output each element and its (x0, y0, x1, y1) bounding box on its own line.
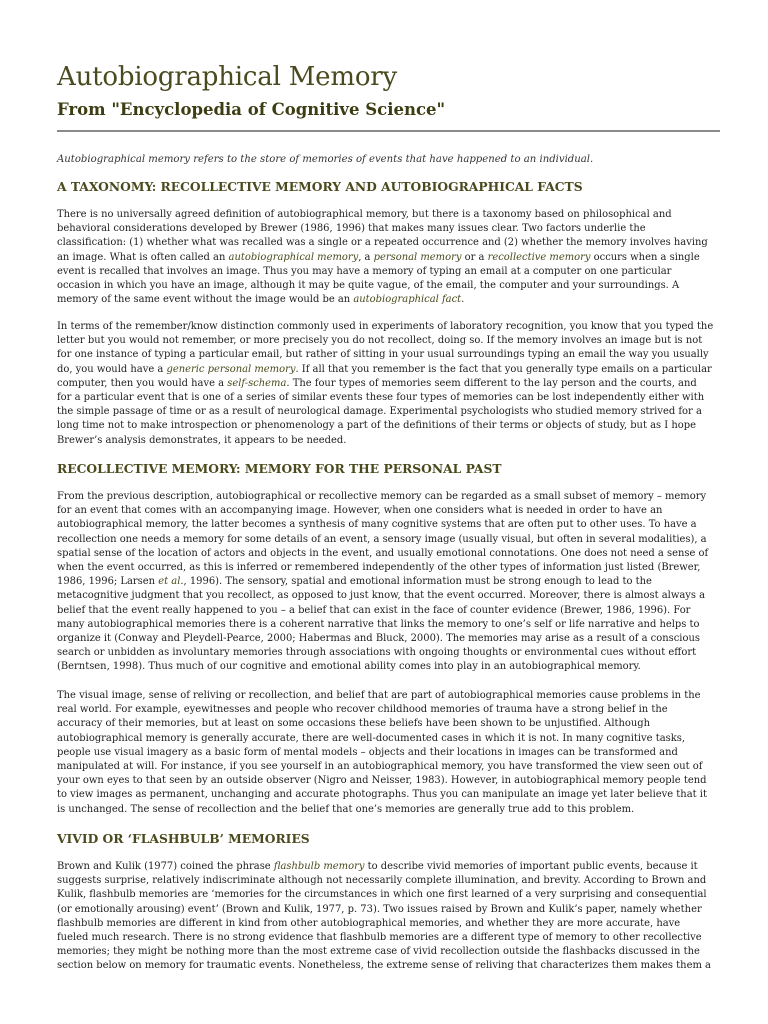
paragraph-line: autobiographical memory, the latter becomes a synthesis of many cognitive systems that are often put to other uses. To have a (57, 519, 697, 531)
paragraph-line: accuracy of their memories, but at least on some occasions these beliefs have been shown to be unjustified. Although (57, 718, 651, 730)
paragraph (57, 689, 720, 817)
paragraph-line: manipulated at will. For instance, if you see yourself in an autobiographical memory, you have transformed the view seen out of (57, 760, 703, 772)
paragraph-line: Brown and Kulik (1977) coined the phrase flashbulb memory to describe vivid memories of important public events, because it (57, 861, 698, 872)
paragraph-line: organize it (Conway and Pleydell-Pearce, 2000; Habermas and Bluck, 2000). The memories may arise as a result of a conscious (57, 632, 700, 644)
paragraph-line: Brewer’s analysis demonstrates, it appears to be needed. (57, 434, 347, 446)
section-heading-flashbulb: VIVID OR ‘FLASHBULB’ MEMORIES (57, 831, 310, 846)
paragraph-line: In terms of the remember/know distinction commonly used in experiments of laboratory recognition, you know that you typed the (57, 321, 714, 332)
paragraph-line: the simple passage of time or as a result of neurological damage. Experimental psychologists who studied memory strived for a (57, 406, 702, 418)
paragraph-line: recollection one needs a memory for some details of an event, a sensory image (usually visual, but often in several modalities), a (57, 533, 707, 545)
paragraph-line: long time not to make introspection or phenomenology a part of the definitions of their terms or objects of study, but as I hope (57, 420, 697, 432)
paragraph-line: is unchanged. The sense of recollection and the belief that one’s memories are generally true add to this problem. (57, 803, 635, 815)
paragraph-line: Kulik, flashbulb memories are ‘memories for the circumstances in which one first learned of a very surprising and consequential (57, 889, 707, 901)
paragraph-line: suggests surprise, relatively indiscriminate although not necessarily complete illumination, and brevity. According to Brown and (57, 875, 707, 887)
paragraph-line: (Berntsen, 1998). Thus much of our cognitive and emotional ability comes into play in an autobiographical memory. (57, 661, 641, 673)
paragraph-line: an image. What is often called an autobiographical memory, a personal memory or a recollective memory occurs when a single (57, 251, 700, 263)
italic-term: autobiographical fact (353, 294, 462, 306)
abstract: Autobiographical memory refers to the store of memories of events that have happened to an individual. (57, 154, 594, 165)
paragraph (57, 860, 720, 974)
paragraph-line: event is recalled that involves an image. Thus you may have a memory of typing an email at a computer on one particular (57, 265, 672, 277)
paragraph (57, 208, 720, 307)
document-subtitle: From "Encyclopedia of Cognitive Science" (57, 100, 446, 119)
paragraph-line: classification: (1) whether what was recalled was a single or a repeated occurrence and (2) whether the memory involves having (57, 237, 708, 249)
paragraph-line: for one instance of typing a particular email, but rather of sitting in your usual surroundings typing an email the way you usually (57, 349, 709, 361)
paragraph-line: The visual image, sense of reliving or recollection, and belief that are part of autobiographical memories cause problems in the (57, 690, 701, 701)
paragraph-line: computer, then you would have a self-schema. The four types of memories seem different to the lay person and the courts, and (57, 377, 697, 389)
paragraph-line: behavioral considerations developed by Brewer (1986, 1996) that makes many issues clear. Two factors underlie the (57, 223, 646, 235)
paragraph-line: belief that the event really happened to you – a belief that can exist in the face of counter evidence (Brewer, 1986, 1996). For (57, 604, 691, 616)
italic-term: personal memory (373, 251, 462, 263)
paragraph (57, 320, 720, 448)
italic-term: recollective memory (487, 251, 591, 263)
italic-term: et al (158, 576, 181, 588)
italic-term: flashbulb memory (273, 861, 365, 872)
paragraph-line: for a particular event that is one of a series of similar events these four types of memories can be lost independently either with (57, 391, 705, 403)
paragraph-line: to view images as permanent, unchanging and accurate photographs. Thus you can manipulate an image yet later believe that it (57, 789, 707, 801)
document-title: Autobiographical Memory (57, 62, 397, 92)
paragraph-line: There is no universally agreed definition of autobiographical memory, but there is a taxonomy based on philosophical and (57, 209, 672, 220)
paragraph-line: memories; they might be nothing more than the most extreme case of vivid recollection outside the flashbacks discussed in the (57, 946, 700, 958)
paragraph-line: section below on memory for traumatic events. Nonetheless, the extreme sense of reliving that characterizes them makes them a (57, 960, 711, 972)
section-heading-recollective: RECOLLECTIVE MEMORY: MEMORY FOR THE PERSONAL PAST (57, 461, 502, 476)
italic-term: autobiographical memory (228, 251, 359, 263)
paragraph-line: (or emotionally arousing) event’ (Brown and Kulik, 1977, p. 73). Two issues raised by Brown and Kulik’s paper, namely whether (57, 903, 702, 915)
paragraph-line: people use visual imagery as a basic form of mental models – objects and their locations in images can be transformed and (57, 746, 678, 758)
paragraph-line: your own eyes to that seen by an outside observer (Nigro and Neisser, 1983). However, in autobiographical memory people tend (57, 775, 707, 787)
paragraph-line: do, you would have a generic personal memory. If all that you remember is the fact that you generally type emails on a particular (57, 363, 712, 375)
paragraph-line: fueled much research. There is no strong evidence that flashbulb memories are a different type of memory to other recollective (57, 931, 702, 943)
title-divider (57, 130, 720, 132)
paragraph-line: letter but you would not remember, or more precisely you do not recollect, doing so. If the memory involves an image but is not (57, 335, 703, 347)
section-heading-taxonomy: A TAXONOMY: RECOLLECTIVE MEMORY AND AUTOBIOGRAPHICAL FACTS (57, 179, 583, 194)
paragraph-line: autobiographical memory is generally accurate, there are well-documented cases in which it is not. In many cognitive tasks, (57, 732, 685, 744)
paragraph-line: metacognitive judgment that you recollect, as opposed to just know, that the event occurred. Moreover, there is almost always a (57, 590, 706, 602)
paragraph-line: for an event that comes with an accompanying image. However, when one considers what is needed in order to have an (57, 505, 663, 517)
italic-term: generic personal memory (166, 363, 296, 375)
italic-term: self-schema (227, 377, 287, 389)
paragraph-line: real world. For example, eyewitnesses and people who recover childhood memories of trauma have a strong belief in the (57, 704, 668, 716)
paragraph-line: From the previous description, autobiographical or recollective memory can be regarded as a small subset of memory – memory (57, 491, 707, 502)
paragraph-line: 1986, 1996; Larsen et al., 1996). The sensory, spatial and emotional information must be strong enough to lead to the (57, 576, 652, 588)
paragraph (57, 490, 720, 674)
paragraph-line: many autobiographical memories there is a coherent narrative that links the memory to one’s self or life narrative and helps to (57, 618, 700, 630)
paragraph-line: memory of the same event without the image would be an autobiographical fact. (57, 294, 465, 306)
paragraph-line: when the event occurred, as this is inferred or remembered independently of the other types of information just listed (Brewer, (57, 561, 701, 573)
paragraph-line: search or unbidden as involuntary memories through associations with ongoing thoughts or environmental cues without effort (57, 647, 697, 659)
paragraph-line: flashbulb memories are different in kind from other autobiographical memories, and whether they are more accurate, have (57, 917, 681, 929)
paragraph-line: spatial sense of the location of actors and objects in the event, and usually emotional connotations. One does not need a sense of (57, 547, 709, 559)
paragraph-line: occasion in which you have an image, although it may be quite vague, of the email, the computer and your surroundings. A (57, 279, 680, 291)
